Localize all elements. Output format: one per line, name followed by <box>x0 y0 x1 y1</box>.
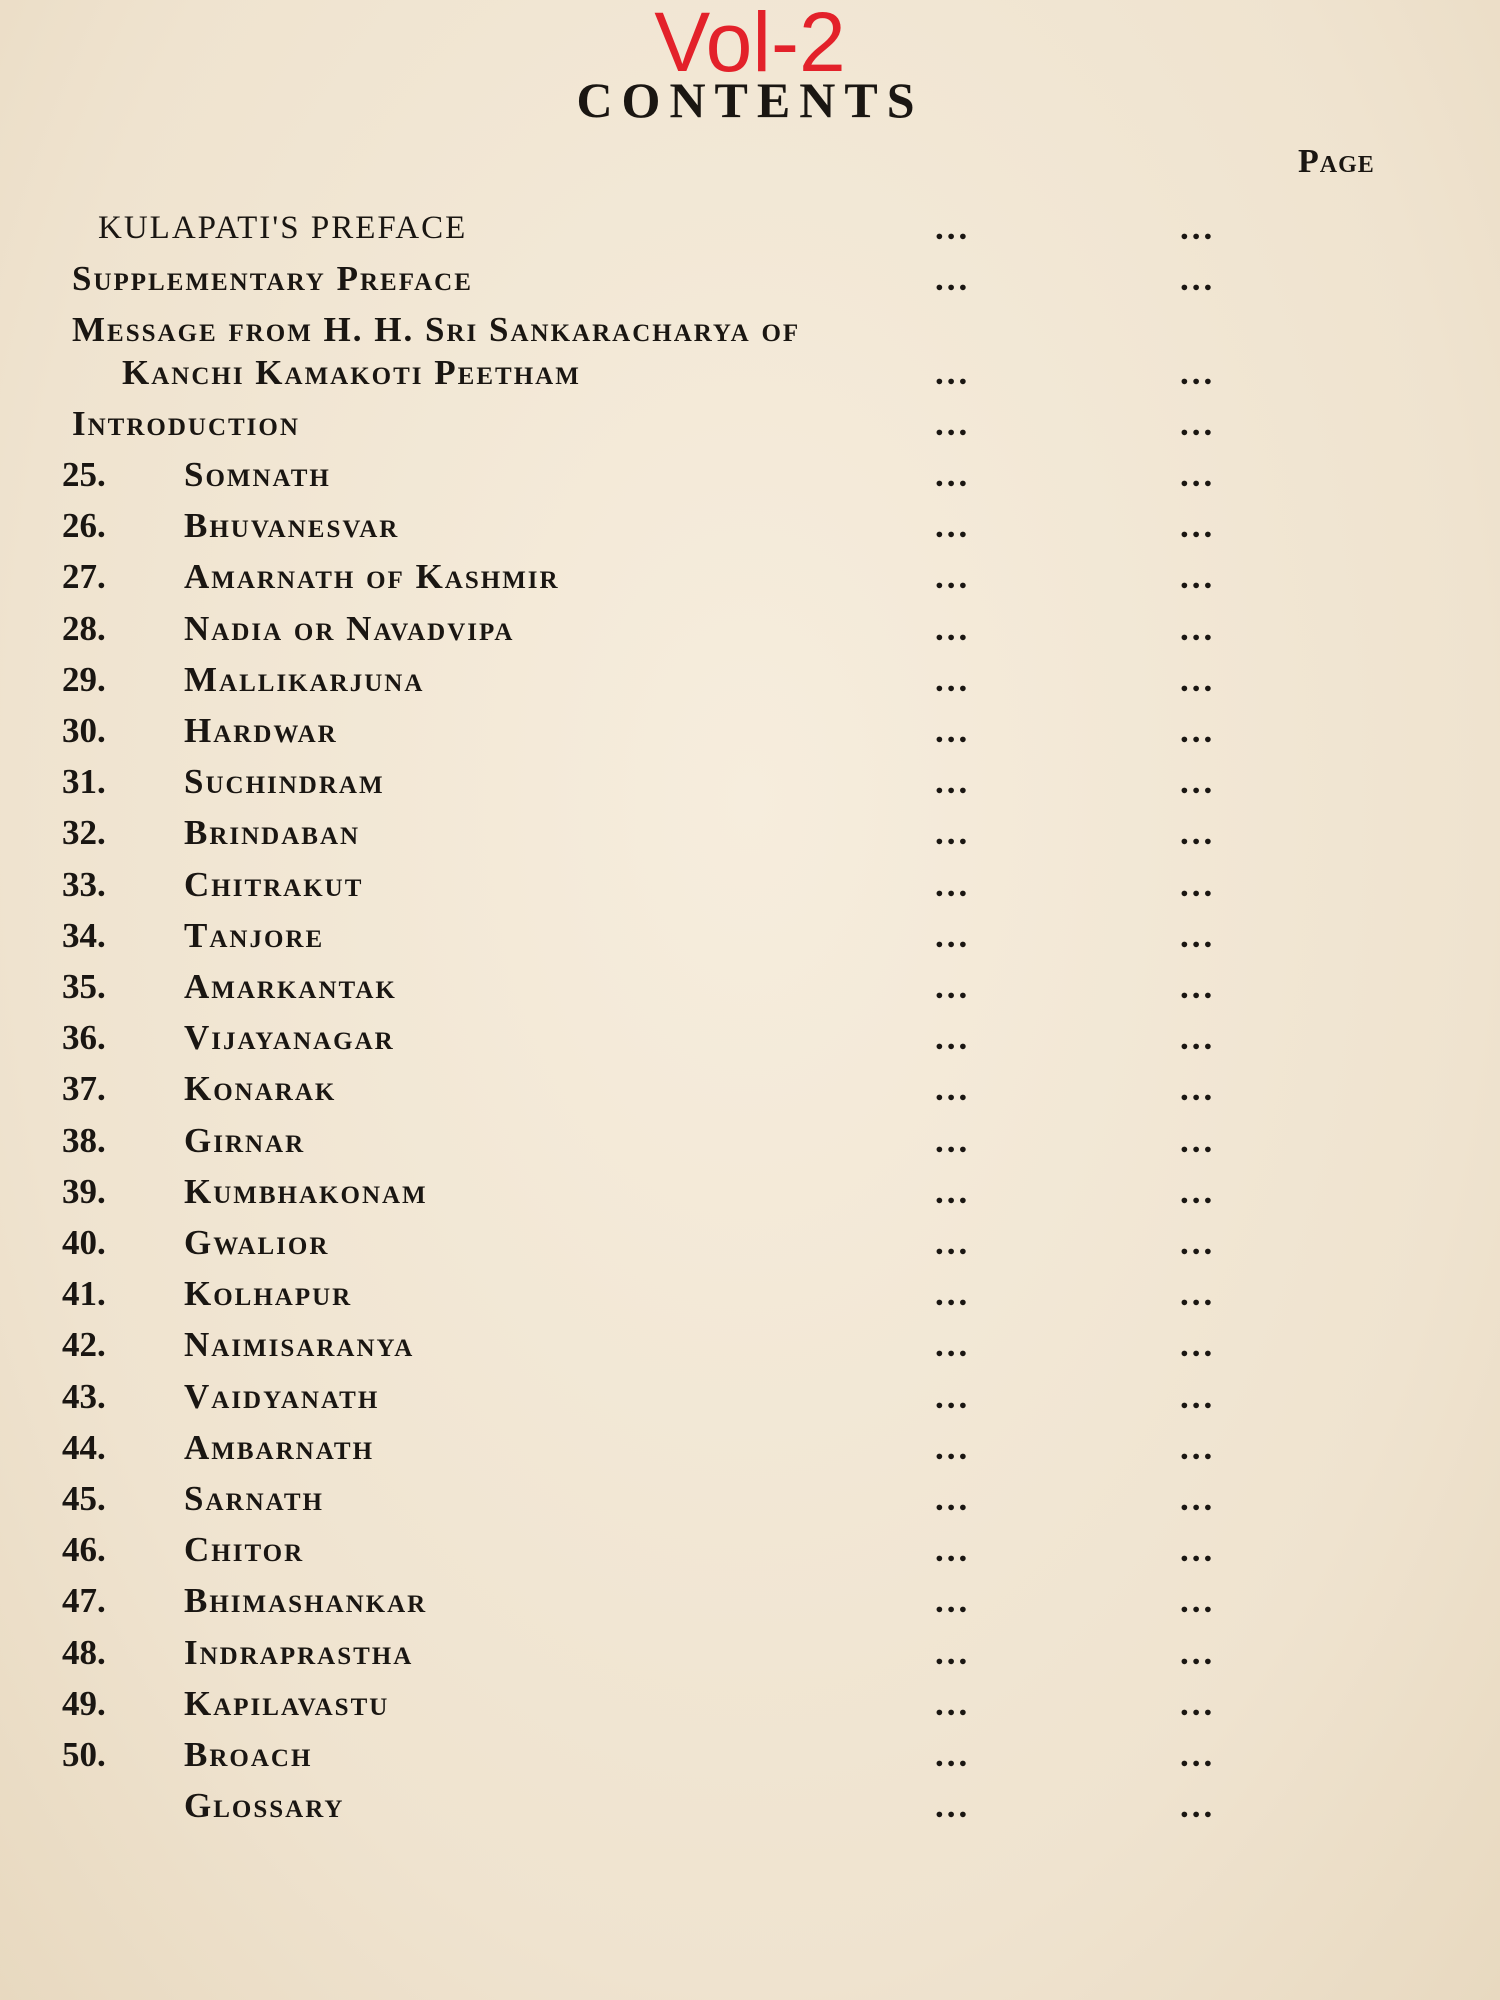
toc-leader-dots: ... <box>1180 1786 1216 1826</box>
toc-chapter-title: Amarkantak <box>184 967 397 1006</box>
toc-leader-dots: ... <box>935 915 971 955</box>
toc-chapter-number: 40. <box>62 1223 106 1262</box>
toc-chapter-title: Konarak <box>184 1069 337 1109</box>
toc-chapter-title: Nadia or Navadvipa <box>184 608 515 648</box>
toc-leader-dots: ... <box>1180 1581 1216 1621</box>
toc-leader-dots: ... <box>935 1479 971 1518</box>
toc-leader-dots: ... <box>1180 1479 1216 1518</box>
toc-leader-dots: ... <box>1180 455 1216 494</box>
toc-leader-dots: ... <box>1180 1632 1216 1672</box>
toc-chapter-number: 48. <box>62 1632 106 1672</box>
toc-leader-dots: ... <box>935 1581 971 1621</box>
toc-leader-dots: ... <box>1180 1427 1216 1467</box>
toc-leader-dots: ... <box>935 762 971 802</box>
toc-chapter-title: Kapilavastu <box>184 1683 390 1723</box>
toc-leader-dots: ... <box>935 506 971 546</box>
toc-leader-dots: ... <box>935 557 971 597</box>
toc-chapter-title: Brindaban <box>184 813 361 853</box>
toc-chapter-title: Amarnath of Kashmir <box>184 557 560 597</box>
toc-leader-dots: ... <box>1180 557 1216 597</box>
toc-leader-dots: ... <box>1180 813 1216 853</box>
toc-leader-dots: ... <box>935 1530 971 1570</box>
toc-leader-dots: ... <box>935 259 971 298</box>
toc-leader-dots: ... <box>935 1274 971 1314</box>
toc-leader-dots: ... <box>1180 208 1216 247</box>
toc-chapter-number: 33. <box>62 864 106 904</box>
toc-chapter-title: Chitor <box>184 1530 305 1570</box>
toc-chapter-title: Glossary <box>184 1786 345 1826</box>
toc-leader-dots: ... <box>1180 404 1216 443</box>
toc-chapter-number: 35. <box>62 967 106 1006</box>
toc-leader-dots: ... <box>935 813 971 853</box>
toc-chapter-title: Vijayanagar <box>184 1018 395 1058</box>
toc-chapter-number: 44. <box>62 1427 106 1467</box>
toc-chapter-title: Gwalior <box>184 1223 330 1262</box>
toc-chapter-title: Girnar <box>184 1120 306 1160</box>
toc-chapter-number: 47. <box>62 1581 106 1621</box>
toc-leader-dots: ... <box>935 1683 971 1723</box>
toc-chapter-title: Broach <box>184 1735 313 1774</box>
toc-chapter-title: Vaidyanath <box>184 1376 380 1416</box>
toc-chapter-number: 42. <box>62 1325 106 1365</box>
toc-leader-dots: ... <box>935 1376 971 1416</box>
toc-leader-dots: ... <box>1180 608 1216 648</box>
toc-chapter-title: Somnath <box>184 455 331 494</box>
toc-leader-dots: ... <box>935 1120 971 1160</box>
toc-chapter-title: Bhimashankar <box>184 1581 428 1621</box>
toc-leader-dots: ... <box>935 404 971 443</box>
toc-chapter-title: Suchindram <box>184 762 385 802</box>
page-column-label: Page <box>1298 143 1375 180</box>
toc-leader-dots: ... <box>935 864 971 904</box>
toc-leader-dots: ... <box>935 455 971 494</box>
toc-leader-dots: ... <box>1180 711 1216 750</box>
toc-chapter-number: 37. <box>62 1069 106 1109</box>
volume-label: Vol-2 <box>654 0 846 89</box>
toc-chapter-title: Tanjore <box>184 915 325 955</box>
toc-chapter-number: 45. <box>62 1479 106 1518</box>
toc-leader-dots: ... <box>1180 353 1216 392</box>
toc-chapter-number: 34. <box>62 915 106 955</box>
toc-chapter-title: Sarnath <box>184 1479 324 1518</box>
toc-leader-dots: ... <box>935 353 971 392</box>
toc-chapter-title: Mallikarjuna <box>184 659 425 699</box>
toc-leader-dots: ... <box>935 1325 971 1365</box>
toc-chapter-number: 30. <box>62 711 106 750</box>
toc-chapter-number: 38. <box>62 1120 106 1160</box>
toc-chapter-number: 27. <box>62 557 106 597</box>
toc-leader-dots: ... <box>935 1171 971 1211</box>
toc-leader-dots: ... <box>1180 1530 1216 1570</box>
toc-chapter-number: 50. <box>62 1735 106 1774</box>
toc-leader-dots: ... <box>935 608 971 648</box>
toc-chapter-number: 43. <box>62 1376 106 1416</box>
toc-chapter-number: 41. <box>62 1274 106 1314</box>
toc-chapter-number: 26. <box>62 506 106 546</box>
toc-chapter-title: Kumbhakonam <box>184 1171 428 1211</box>
toc-chapter-title: Hardwar <box>184 711 338 750</box>
toc-chapter-number: 49. <box>62 1683 106 1723</box>
toc-chapter-number: 28. <box>62 608 106 648</box>
toc-chapter-number: 36. <box>62 1018 106 1058</box>
toc-leader-dots: ... <box>1180 1018 1216 1058</box>
toc-chapter-number: 39. <box>62 1171 106 1211</box>
toc-chapter-title: Chitrakut <box>184 864 364 904</box>
toc-leader-dots: ... <box>1180 915 1216 955</box>
toc-leader-dots: ... <box>935 1069 971 1109</box>
toc-chapter-title: Kolhapur <box>184 1274 353 1314</box>
toc-leader-dots: ... <box>1180 864 1216 904</box>
toc-leader-dots: ... <box>1180 1376 1216 1416</box>
toc-chapter-number: 32. <box>62 813 106 853</box>
toc-leader-dots: ... <box>935 967 971 1006</box>
toc-chapter-title: Naimisaranya <box>184 1325 415 1365</box>
toc-leader-dots: ... <box>935 208 971 247</box>
toc-leader-dots: ... <box>935 1786 971 1826</box>
toc-chapter-number: 31. <box>62 762 106 802</box>
toc-leader-dots: ... <box>1180 1120 1216 1160</box>
toc-leader-dots: ... <box>1180 762 1216 802</box>
toc-entry-label: Introduction <box>72 404 300 443</box>
toc-leader-dots: ... <box>1180 1069 1216 1109</box>
toc-entry-label: Message from H. H. Sri Sankaracharya of <box>72 310 801 349</box>
toc-leader-dots: ... <box>935 1223 971 1262</box>
toc-chapter-title: Bhuvanesvar <box>184 506 400 546</box>
toc-leader-dots: ... <box>1180 1683 1216 1723</box>
toc-chapter-number: 46. <box>62 1530 106 1570</box>
toc-chapter-number: 29. <box>62 659 106 699</box>
toc-entry-label: Supplementary Preface <box>72 259 473 298</box>
toc-leader-dots: ... <box>935 1632 971 1672</box>
toc-leader-dots: ... <box>1180 659 1216 699</box>
toc-leader-dots: ... <box>1180 1274 1216 1314</box>
toc-leader-dots: ... <box>935 659 971 699</box>
toc-leader-dots: ... <box>935 1735 971 1774</box>
toc-leader-dots: ... <box>1180 506 1216 546</box>
toc-leader-dots: ... <box>1180 1171 1216 1211</box>
toc-chapter-title: Ambarnath <box>184 1427 375 1467</box>
toc-entry-label: Kanchi Kamakoti Peetham <box>122 353 581 392</box>
toc-leader-dots: ... <box>935 1018 971 1058</box>
toc-leader-dots: ... <box>1180 1223 1216 1262</box>
toc-leader-dots: ... <box>1180 259 1216 298</box>
toc-leader-dots: ... <box>1180 1325 1216 1365</box>
toc-leader-dots: ... <box>1180 967 1216 1006</box>
toc-leader-dots: ... <box>935 1427 971 1467</box>
toc-leader-dots: ... <box>1180 1735 1216 1774</box>
toc-chapter-number: 25. <box>62 455 106 494</box>
toc-entry-label: KULAPATI'S PREFACE <box>98 210 468 246</box>
toc-leader-dots: ... <box>935 711 971 750</box>
contents-heading: CONTENTS <box>576 72 924 128</box>
toc-chapter-title: Indraprastha <box>184 1632 414 1672</box>
